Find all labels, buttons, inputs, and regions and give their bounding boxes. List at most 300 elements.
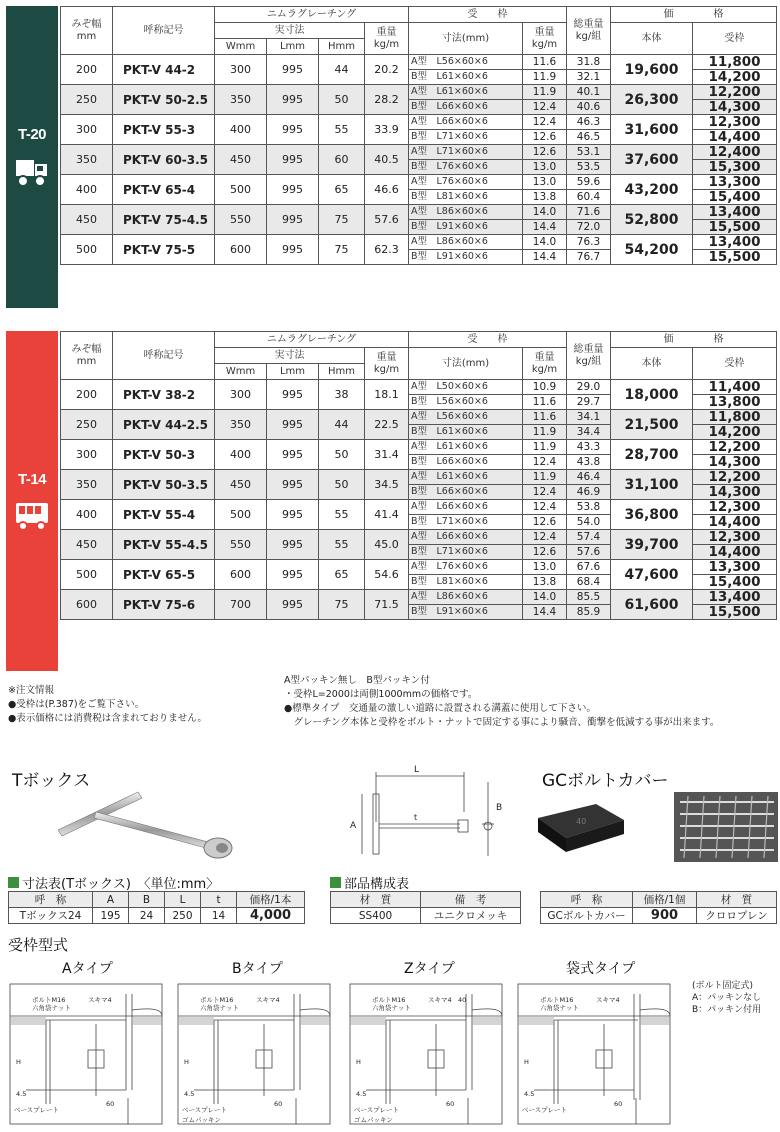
type-z-title: Zタイプ bbox=[404, 961, 455, 977]
width-cell: 450 bbox=[61, 205, 113, 235]
svg-text:ボルトM16: ボルトM16 bbox=[540, 996, 574, 1004]
header-frame-size: 寸法(mm) bbox=[409, 23, 523, 55]
frame-a-weight: 12.6 bbox=[523, 145, 567, 160]
frame-section-svg bbox=[6, 980, 166, 1128]
col-header: 呼 称 bbox=[541, 892, 633, 908]
note-line: グレーチング本体と受枠をボルト・ナットで固定する事により騒音、衝撃を低減する事が出来ます。 bbox=[284, 717, 720, 728]
cell: ユニクロメッキ bbox=[421, 908, 521, 924]
w-cell: 500 bbox=[215, 500, 267, 530]
frame-a-cell: A型 L61×60×6 bbox=[409, 440, 523, 455]
w-cell: 700 bbox=[215, 590, 267, 620]
type-bag-title: 袋式タイプ bbox=[566, 961, 636, 977]
frame-a-weight: 11.9 bbox=[523, 440, 567, 455]
frame-a-price: 11,800 bbox=[693, 55, 777, 70]
svg-text:4.5: 4.5 bbox=[356, 1090, 367, 1098]
svg-text:スキマ4: スキマ4 bbox=[428, 996, 452, 1004]
l-cell: 995 bbox=[267, 440, 319, 470]
tbox-title: Tボックス bbox=[12, 771, 91, 791]
frame-drawing-1 bbox=[6, 980, 166, 1132]
svg-text:40: 40 bbox=[576, 817, 587, 826]
body-price: 52,800 bbox=[611, 205, 693, 235]
body-price: 39,700 bbox=[611, 530, 693, 560]
total-b-weight: 46.5 bbox=[567, 130, 611, 145]
frame-a-cell: A型 L56×60×6 bbox=[409, 55, 523, 70]
frame-b-weight: 14.4 bbox=[523, 250, 567, 265]
frame-b-price: 15,500 bbox=[693, 250, 777, 265]
t20-section bbox=[6, 6, 776, 308]
total-a-weight: 46.3 bbox=[567, 115, 611, 130]
total-b-weight: 29.7 bbox=[567, 395, 611, 410]
svg-text:4.5: 4.5 bbox=[184, 1090, 195, 1098]
model-cell: PKT-V 55-4 bbox=[113, 500, 215, 530]
model-cell: PKT-V 65-4 bbox=[113, 175, 215, 205]
header-l: Lmm bbox=[267, 39, 319, 55]
svg-text:H: H bbox=[184, 1058, 189, 1066]
w-cell: 600 bbox=[215, 560, 267, 590]
frame-b-weight: 12.6 bbox=[523, 130, 567, 145]
model-cell: PKT-V 60-3.5 bbox=[113, 145, 215, 175]
body-price: 47,600 bbox=[611, 560, 693, 590]
frame-b-cell: B型 L66×60×6 bbox=[409, 455, 523, 470]
header-actual: 実寸法 bbox=[215, 348, 365, 364]
h-cell: 50 bbox=[319, 440, 365, 470]
frame-a-cell: A型 L66×60×6 bbox=[409, 115, 523, 130]
bus-icon bbox=[14, 499, 50, 533]
cell: GCボルトカバー bbox=[541, 908, 633, 924]
header-h: Hmm bbox=[319, 39, 365, 55]
weight-cell: 22.5 bbox=[365, 410, 409, 440]
total-b-weight: 68.4 bbox=[567, 575, 611, 590]
l-cell: 995 bbox=[267, 85, 319, 115]
cell: Tボックス24 bbox=[9, 908, 93, 924]
width-cell: 500 bbox=[61, 560, 113, 590]
frame-a-price: 12,300 bbox=[693, 530, 777, 545]
gc-photo bbox=[532, 794, 632, 858]
note-line: ※注文情報 bbox=[8, 685, 54, 696]
truck-icon bbox=[14, 154, 50, 190]
h-cell: 50 bbox=[319, 470, 365, 500]
weight-cell: 71.5 bbox=[365, 590, 409, 620]
col-header: 価格/1個 bbox=[633, 892, 697, 908]
svg-text:40: 40 bbox=[458, 996, 467, 1004]
body-price: 43,200 bbox=[611, 175, 693, 205]
frame-b-price: 14,400 bbox=[693, 515, 777, 530]
h-cell: 55 bbox=[319, 115, 365, 145]
frame-b-cell: B型 L91×60×6 bbox=[409, 605, 523, 620]
svg-text:4.5: 4.5 bbox=[524, 1090, 535, 1098]
total-b-weight: 40.6 bbox=[567, 100, 611, 115]
total-a-weight: 53.8 bbox=[567, 500, 611, 515]
frame-a-weight: 13.0 bbox=[523, 175, 567, 190]
frame-a-cell: A型 L61×60×6 bbox=[409, 85, 523, 100]
frame-b-cell: B型 L61×60×6 bbox=[409, 425, 523, 440]
total-b-weight: 32.1 bbox=[567, 70, 611, 85]
frame-b-weight: 14.4 bbox=[523, 605, 567, 620]
frame-a-cell: A型 L76×60×6 bbox=[409, 560, 523, 575]
frame-a-price: 13,400 bbox=[693, 590, 777, 605]
body-price: 36,800 bbox=[611, 500, 693, 530]
frame-a-weight: 14.0 bbox=[523, 205, 567, 220]
h-cell: 65 bbox=[319, 560, 365, 590]
w-cell: 300 bbox=[215, 380, 267, 410]
tbox-dim-title: 寸法表(Tボックス) 〈単位:mm〉 bbox=[22, 877, 220, 892]
header-frame-size: 寸法(mm) bbox=[409, 348, 523, 380]
header-w: Wmm bbox=[215, 364, 267, 380]
frame-b-price: 14,300 bbox=[693, 485, 777, 500]
w-cell: 550 bbox=[215, 205, 267, 235]
svg-text:ベースプレート: ベースプレート bbox=[14, 1106, 59, 1114]
frame-b-weight: 13.8 bbox=[523, 190, 567, 205]
frame-a-cell: A型 L66×60×6 bbox=[409, 530, 523, 545]
header-frame-weight: 重量 kg/m bbox=[523, 23, 567, 55]
width-cell: 450 bbox=[61, 530, 113, 560]
cell: 24 bbox=[129, 908, 165, 924]
parts-title: 部品構成表 bbox=[344, 877, 410, 892]
frame-a-price: 12,200 bbox=[693, 470, 777, 485]
frame-a-price: 12,300 bbox=[693, 500, 777, 515]
total-b-weight: 43.8 bbox=[567, 455, 611, 470]
total-b-weight: 53.5 bbox=[567, 160, 611, 175]
body-price: 19,600 bbox=[611, 55, 693, 85]
width-cell: 200 bbox=[61, 380, 113, 410]
frame-a-cell: A型 L50×60×6 bbox=[409, 380, 523, 395]
width-cell: 500 bbox=[61, 235, 113, 265]
legend-line: B：パッキン付用 bbox=[692, 1005, 762, 1015]
header-total: 総重量 kg/組 bbox=[567, 7, 611, 55]
frame-a-weight: 11.9 bbox=[523, 85, 567, 100]
header-body-price: 本体 bbox=[611, 23, 693, 55]
header-frame: 受 枠 bbox=[409, 7, 567, 23]
l-cell: 995 bbox=[267, 500, 319, 530]
w-cell: 350 bbox=[215, 85, 267, 115]
svg-text:六角袋ナット: 六角袋ナット bbox=[32, 1004, 71, 1012]
svg-text:4.5: 4.5 bbox=[16, 1090, 27, 1098]
h-cell: 44 bbox=[319, 410, 365, 440]
frame-a-cell: A型 L86×60×6 bbox=[409, 235, 523, 250]
h-cell: 75 bbox=[319, 205, 365, 235]
tbox-drawing bbox=[340, 762, 510, 862]
tbox-label-A: A bbox=[350, 821, 357, 831]
cell: 195 bbox=[93, 908, 129, 924]
weight-cell: 20.2 bbox=[365, 55, 409, 85]
model-cell: PKT-V 44-2 bbox=[113, 55, 215, 85]
l-cell: 995 bbox=[267, 175, 319, 205]
t14-section bbox=[6, 331, 776, 671]
total-b-weight: 60.4 bbox=[567, 190, 611, 205]
frame-a-price: 12,400 bbox=[693, 145, 777, 160]
frame-drawing-3 bbox=[346, 980, 506, 1132]
weight-cell: 18.1 bbox=[365, 380, 409, 410]
weight-cell: 54.6 bbox=[365, 560, 409, 590]
svg-text:ゴムパッキン: ゴムパッキン bbox=[354, 1116, 393, 1124]
frame-b-weight: 11.9 bbox=[523, 425, 567, 440]
tbox-dim-heading bbox=[8, 873, 219, 892]
width-cell: 350 bbox=[61, 145, 113, 175]
header-model: 呼称記号 bbox=[113, 7, 215, 55]
w-cell: 400 bbox=[215, 440, 267, 470]
frame-a-weight: 11.6 bbox=[523, 410, 567, 425]
col-header: B bbox=[129, 892, 165, 908]
total-b-weight: 46.9 bbox=[567, 485, 611, 500]
weight-cell: 28.2 bbox=[365, 85, 409, 115]
svg-text:ボルトM16: ボルトM16 bbox=[32, 996, 66, 1004]
body-price: 28,700 bbox=[611, 440, 693, 470]
frame-a-weight: 12.4 bbox=[523, 500, 567, 515]
frame-b-weight: 12.4 bbox=[523, 100, 567, 115]
model-cell: PKT-V 75-4.5 bbox=[113, 205, 215, 235]
legend-line: (ボルト固定式) bbox=[692, 981, 754, 991]
frame-b-cell: B型 L56×60×6 bbox=[409, 395, 523, 410]
total-b-weight: 34.4 bbox=[567, 425, 611, 440]
h-cell: 75 bbox=[319, 590, 365, 620]
svg-text:H: H bbox=[356, 1058, 361, 1066]
header-actual: 実寸法 bbox=[215, 23, 365, 39]
svg-text:スキマ4: スキマ4 bbox=[256, 996, 280, 1004]
total-b-weight: 54.0 bbox=[567, 515, 611, 530]
frame-a-cell: A型 L76×60×6 bbox=[409, 175, 523, 190]
cell: SS400 bbox=[331, 908, 421, 924]
h-cell: 55 bbox=[319, 500, 365, 530]
frame-a-price: 13,400 bbox=[693, 205, 777, 220]
frame-b-weight: 11.6 bbox=[523, 395, 567, 410]
frame-a-price: 13,300 bbox=[693, 175, 777, 190]
svg-text:ボルトM16: ボルトM16 bbox=[200, 996, 234, 1004]
header-total: 総重量 kg/組 bbox=[567, 332, 611, 380]
model-cell: PKT-V 50-3 bbox=[113, 440, 215, 470]
svg-text:ベースプレート: ベースプレート bbox=[522, 1106, 567, 1114]
frame-b-cell: B型 L81×60×6 bbox=[409, 190, 523, 205]
grating-photo bbox=[674, 792, 778, 862]
t14-side-band bbox=[6, 331, 58, 671]
col-header: 材 質 bbox=[331, 892, 421, 908]
cell: クロロプレン bbox=[697, 908, 777, 924]
total-b-weight: 72.0 bbox=[567, 220, 611, 235]
note-line: ●受枠は(P.387)をご覧下さい。 bbox=[8, 699, 145, 710]
width-cell: 400 bbox=[61, 500, 113, 530]
svg-text:六角袋ナット: 六角袋ナット bbox=[540, 1004, 579, 1012]
frame-a-weight: 14.0 bbox=[523, 235, 567, 250]
svg-text:ボルトM16: ボルトM16 bbox=[372, 996, 406, 1004]
svg-text:60: 60 bbox=[106, 1100, 115, 1108]
col-header: 備 考 bbox=[421, 892, 521, 908]
h-cell: 65 bbox=[319, 175, 365, 205]
frame-b-price: 15,400 bbox=[693, 190, 777, 205]
frame-b-weight: 12.4 bbox=[523, 485, 567, 500]
frame-b-cell: B型 L61×60×6 bbox=[409, 70, 523, 85]
weight-cell: 45.0 bbox=[365, 530, 409, 560]
frame-b-price: 13,800 bbox=[693, 395, 777, 410]
body-price: 37,600 bbox=[611, 145, 693, 175]
h-cell: 50 bbox=[319, 85, 365, 115]
weight-cell: 41.4 bbox=[365, 500, 409, 530]
width-cell: 600 bbox=[61, 590, 113, 620]
col-header: L bbox=[165, 892, 201, 908]
total-a-weight: 40.1 bbox=[567, 85, 611, 100]
svg-text:H: H bbox=[524, 1058, 529, 1066]
frame-b-cell: B型 L66×60×6 bbox=[409, 100, 523, 115]
frame-a-cell: A型 L71×60×6 bbox=[409, 145, 523, 160]
col-header: t bbox=[201, 892, 237, 908]
frame-a-price: 11,800 bbox=[693, 410, 777, 425]
weight-cell: 57.6 bbox=[365, 205, 409, 235]
weight-cell: 46.6 bbox=[365, 175, 409, 205]
w-cell: 400 bbox=[215, 115, 267, 145]
svg-text:ベースプレート: ベースプレート bbox=[354, 1106, 399, 1114]
model-cell: PKT-V 38-2 bbox=[113, 380, 215, 410]
frame-a-cell: A型 L66×60×6 bbox=[409, 500, 523, 515]
parts-table bbox=[330, 891, 521, 924]
w-cell: 450 bbox=[215, 145, 267, 175]
frame-a-cell: A型 L86×60×6 bbox=[409, 590, 523, 605]
width-cell: 250 bbox=[61, 410, 113, 440]
svg-text:スキマ4: スキマ4 bbox=[596, 996, 620, 1004]
parts-heading bbox=[330, 873, 409, 892]
notes-right bbox=[284, 674, 719, 730]
svg-text:ベースプレート: ベースプレート bbox=[182, 1106, 227, 1114]
svg-text:スキマ4: スキマ4 bbox=[88, 996, 112, 1004]
frame-b-weight: 11.9 bbox=[523, 70, 567, 85]
l-cell: 995 bbox=[267, 205, 319, 235]
frame-b-price: 15,500 bbox=[693, 220, 777, 235]
frame-a-weight: 11.6 bbox=[523, 55, 567, 70]
frame-drawing-4 bbox=[514, 980, 674, 1132]
total-a-weight: 46.4 bbox=[567, 470, 611, 485]
frame-legend bbox=[692, 980, 761, 1016]
total-a-weight: 59.6 bbox=[567, 175, 611, 190]
l-cell: 995 bbox=[267, 410, 319, 440]
header-weight: 重量 kg/m bbox=[365, 348, 409, 380]
w-cell: 600 bbox=[215, 235, 267, 265]
model-cell: PKT-V 44-2.5 bbox=[113, 410, 215, 440]
type-b-title: Bタイプ bbox=[232, 961, 283, 977]
frame-a-price: 12,200 bbox=[693, 440, 777, 455]
col-header: A bbox=[93, 892, 129, 908]
svg-text:六角袋ナット: 六角袋ナット bbox=[372, 1004, 411, 1012]
header-weight: 重量 kg/m bbox=[365, 23, 409, 55]
frame-a-price: 13,400 bbox=[693, 235, 777, 250]
l-cell: 995 bbox=[267, 590, 319, 620]
header-frame-price: 受枠 bbox=[693, 348, 777, 380]
frame-b-cell: B型 L81×60×6 bbox=[409, 575, 523, 590]
model-cell: PKT-V 50-3.5 bbox=[113, 470, 215, 500]
tbox-label-t: t bbox=[414, 813, 418, 822]
body-price: 18,000 bbox=[611, 380, 693, 410]
body-price: 26,300 bbox=[611, 85, 693, 115]
frame-b-price: 15,400 bbox=[693, 575, 777, 590]
green-square-icon bbox=[330, 877, 341, 888]
note-line: A型パッキン無し B型パッキン付 bbox=[284, 675, 430, 686]
tbox-photo bbox=[50, 790, 250, 870]
l-cell: 995 bbox=[267, 560, 319, 590]
frame-drawing-2 bbox=[174, 980, 334, 1132]
body-price: 31,100 bbox=[611, 470, 693, 500]
note-line: ●標準タイプ 交通量の激しい道路に設置される溝蓋に使用して下さい。 bbox=[284, 703, 596, 714]
tbox-label-B: B bbox=[496, 803, 503, 813]
width-cell: 200 bbox=[61, 55, 113, 85]
total-a-weight: 76.3 bbox=[567, 235, 611, 250]
width-cell: 300 bbox=[61, 440, 113, 470]
total-b-weight: 76.7 bbox=[567, 250, 611, 265]
total-a-weight: 71.6 bbox=[567, 205, 611, 220]
frame-a-weight: 11.9 bbox=[523, 470, 567, 485]
t20-side-band bbox=[6, 6, 58, 308]
frame-b-cell: B型 L76×60×6 bbox=[409, 160, 523, 175]
t14-code: T-14 bbox=[17, 471, 46, 488]
frame-a-cell: A型 L56×60×6 bbox=[409, 410, 523, 425]
gc-title: GCボルトカバー bbox=[542, 771, 669, 791]
col-header: 価格/1本 bbox=[237, 892, 305, 908]
header-model: 呼称記号 bbox=[113, 332, 215, 380]
frame-b-price: 14,400 bbox=[693, 130, 777, 145]
note-line: ・受枠L=2000は両側1000mmの価格です。 bbox=[284, 689, 478, 700]
header-grating: ニムラグレーチング bbox=[215, 332, 409, 348]
cell: 14 bbox=[201, 908, 237, 924]
frame-b-price: 14,400 bbox=[693, 545, 777, 560]
header-width: みぞ幅 mm bbox=[61, 332, 113, 380]
frame-b-cell: B型 L91×60×6 bbox=[409, 220, 523, 235]
h-cell: 60 bbox=[319, 145, 365, 175]
model-cell: PKT-V 75-6 bbox=[113, 590, 215, 620]
frame-a-price: 12,300 bbox=[693, 115, 777, 130]
col-header: 材 質 bbox=[697, 892, 777, 908]
t14-table bbox=[60, 331, 777, 620]
model-cell: PKT-V 65-5 bbox=[113, 560, 215, 590]
l-cell: 995 bbox=[267, 115, 319, 145]
frame-b-weight: 13.8 bbox=[523, 575, 567, 590]
frame-a-price: 12,200 bbox=[693, 85, 777, 100]
frame-b-price: 14,300 bbox=[693, 100, 777, 115]
frame-b-price: 14,200 bbox=[693, 425, 777, 440]
frame-b-price: 14,300 bbox=[693, 455, 777, 470]
body-price: 54,200 bbox=[611, 235, 693, 265]
frame-section-svg bbox=[346, 980, 506, 1128]
weight-cell: 33.9 bbox=[365, 115, 409, 145]
l-cell: 995 bbox=[267, 470, 319, 500]
t20-code: T-20 bbox=[17, 126, 46, 143]
h-cell: 55 bbox=[319, 530, 365, 560]
header-w: Wmm bbox=[215, 39, 267, 55]
frame-b-cell: B型 L66×60×6 bbox=[409, 485, 523, 500]
header-frame-price: 受枠 bbox=[693, 23, 777, 55]
total-a-weight: 67.6 bbox=[567, 560, 611, 575]
model-cell: PKT-V 55-4.5 bbox=[113, 530, 215, 560]
tbox-dim-table bbox=[8, 891, 305, 924]
frame-b-cell: B型 L71×60×6 bbox=[409, 515, 523, 530]
svg-text:60: 60 bbox=[446, 1100, 455, 1108]
header-body-price: 本体 bbox=[611, 348, 693, 380]
col-header: 呼 称 bbox=[9, 892, 93, 908]
h-cell: 44 bbox=[319, 55, 365, 85]
h-cell: 75 bbox=[319, 235, 365, 265]
frame-b-weight: 12.6 bbox=[523, 515, 567, 530]
frame-a-price: 11,400 bbox=[693, 380, 777, 395]
total-b-weight: 57.6 bbox=[567, 545, 611, 560]
weight-cell: 34.5 bbox=[365, 470, 409, 500]
frame-b-price: 14,200 bbox=[693, 70, 777, 85]
legend-line: A：パッキンなし bbox=[692, 993, 762, 1003]
body-price: 61,600 bbox=[611, 590, 693, 620]
svg-text:60: 60 bbox=[274, 1100, 283, 1108]
cell: 250 bbox=[165, 908, 201, 924]
width-cell: 250 bbox=[61, 85, 113, 115]
header-h: Hmm bbox=[319, 364, 365, 380]
frame-b-weight: 12.4 bbox=[523, 455, 567, 470]
frame-a-cell: A型 L86×60×6 bbox=[409, 205, 523, 220]
l-cell: 995 bbox=[267, 380, 319, 410]
w-cell: 300 bbox=[215, 55, 267, 85]
frame-b-cell: B型 L71×60×6 bbox=[409, 545, 523, 560]
header-grating: ニムラグレーチング bbox=[215, 7, 409, 23]
